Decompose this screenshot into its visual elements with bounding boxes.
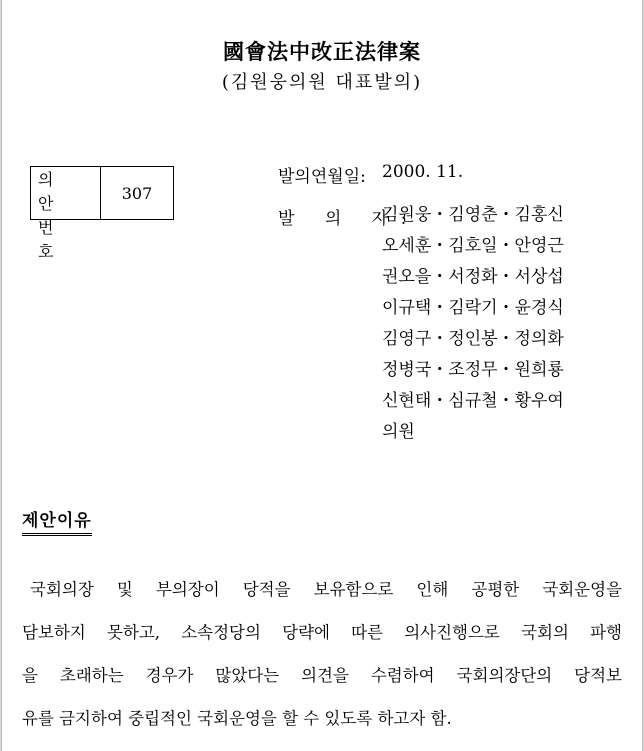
proposers-list [382, 200, 564, 448]
proposers-line: 오세훈・김호일・안영근 [382, 236, 564, 256]
proposal-date-label: 발의연월일: [278, 167, 366, 187]
proposal-date-value: 2000. 11. [382, 162, 464, 182]
reason-line: 을 초래하는 경우가 많았다는 의견을 수렴하여 국회의장단의 당적보 [22, 666, 622, 685]
reason-line: 유를 금지하여 중립적인 국회운영을 할 수 있도록 하고자 함. [22, 709, 452, 728]
proposers-line: 김영구・정인봉・정의화 [382, 329, 564, 349]
bill-number-label [31, 167, 101, 261]
bill-title: 國會法中改正法律案 [223, 39, 421, 64]
proposers-line: 이규택・김락기・윤경식 [382, 298, 564, 318]
proposers-line: 신현태・심규철・황우여 [382, 391, 564, 411]
bill-subtitle: (김원웅의원 대표발의) [221, 72, 423, 93]
proposers-line: 김원웅・김영춘・김홍신 [382, 205, 564, 225]
reason-line: 국회의장 및 부의장이 당적을 보유함으로 인해 공평한 국회운영을 [30, 580, 622, 599]
reason-line: 담보하지 못하고, 소속정당의 당략에 따른 의사진행으로 국회의 파행 [22, 623, 622, 642]
proposers-line: 정병국・조정무・원희룡 [382, 360, 564, 380]
reason-paragraph [22, 568, 622, 740]
proposal-date [278, 162, 463, 187]
proposers-line: 의원 [382, 422, 415, 442]
bill-number-box [30, 166, 174, 261]
proposers-line: 권오을・서정화・서상섭 [382, 267, 564, 287]
bill-number-value: 307 [121, 183, 153, 203]
bill-label-line1: 의 안 [38, 170, 66, 213]
proposers [278, 204, 564, 448]
bill-label-line2: 번 호 [38, 218, 66, 261]
proposers-label: 발 의 자: [278, 209, 419, 229]
section-heading-reason: 제안이유 [22, 506, 92, 536]
